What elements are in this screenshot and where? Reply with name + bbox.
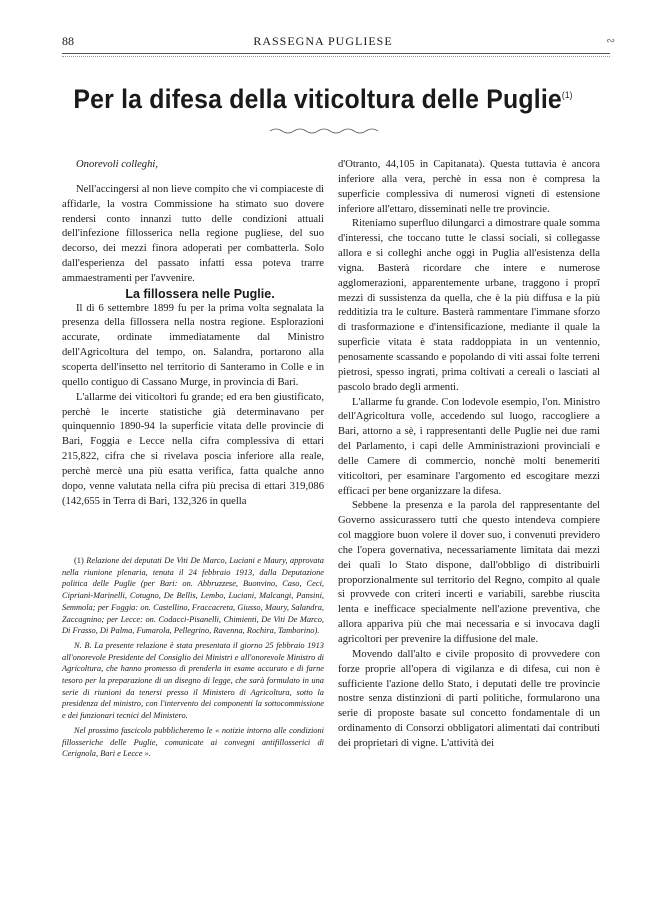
body-paragraph: L'allarme fu grande. Con lodevole esempio, l'on. Ministro dell'Agricoltura volle, accedendo sul luogo, raccogliere a Bari, attorno a sè, i rappresentanti delle Puglie nei due rami del Parlamento, i capi delle Amministrazioni provinciali e delle Camere di commercio, nonchè molti benemeriti viticoltori, per esaminare l'argomento ed escogitare mezzi efficaci per bene organizzare la difesa. xyxy=(338,396,600,497)
header-rule xyxy=(62,53,610,54)
section-heading: La fillossera nelle Puglie. xyxy=(125,286,275,301)
footnote-1-text: Relazione dei deputati De Viti De Marco, Luciani e Maury, approvata nella riunione plenaria, tenuta il 24 febbraio 1913, dalla Deputazione politica delle Puglie (per Bari: on. Abbruzzese, Buonvino, Caso, Ceci, Cipriani-Marinelli, Cotugno, De Bellis, Lembo, Luciani, Malcangi, Pansini, Semmola; per Foggia: on. Castellino, Fraccacreta, Giusso, Maury, Salandra, Zaccagnino; per Lecce: on. Codacci-Pisanelli, Chimienti, De Viti De Marco, Di Frasso, Di Palma, Fumarola, Pellegrino, Ravenna, Rochira, Tamborino). xyxy=(62,556,324,636)
body-paragraph: Sebbene la presenza e la parola del rappresentante del Governo assicurassero tutti che questo intendeva compiere col maggiore buon volere il dover suo, i convenuti previdero che l'opera governativa, necessariamente limitata dai mezzi dei quali lo Stato dispone, dall'obbligo di distribuirli proporzionalmente sul territorio del Regno, compito al quale si provvede con criteri incerti e variabili, sarebbe riuscita lenta e inefficace specialmente nell'azione preventiva, che allora appariva più che mai necessaria e si invocava dagli agricoltori per prevenire la diffusione del male. xyxy=(338,500,600,645)
footnote-nb: N. B. La presente relazione è stata presentata il giorno 25 febbraio 1913 all'onorevole Presidente del Consiglio dei Ministri e all'onorevole Ministro di Agricoltura, che hanno promesso di prenderla in esame accurato e di farne tesoro per la preparazione di un disegno di legge, che sarà formulato in una serie di riunioni da tenersi presso il Ministero di Agricoltura, sotto la presidenza del ministro, con l'intervento dei componenti la sottocommissione e dei funzionari tecnici del Ministero. xyxy=(62,640,324,721)
left-column xyxy=(62,158,324,509)
body-paragraph: L'allarme dei viticoltori fu grande; ed era ben giustificato, perchè le incerte statistiche già determinavano per quinquennio 1890-94 la superficie vitata delle provincie di Bari, Foggia e Lecce nella cifra complessiva di ettari 215,822, cifra che si rivelava poscia inferiore alla reale, perchè mercè una più esatta verifica, fatta qualche anno dopo, venne valutata nella cifra più precisa di ettari 319,086 (142,655 in Terra di Bari, 132,326 in quella xyxy=(62,391,324,507)
edge-mark: ∾ xyxy=(606,35,616,47)
right-column xyxy=(338,158,600,752)
running-title: RASSEGNA PUGLIESE xyxy=(253,34,393,48)
salutation: Onorevoli colleghi, xyxy=(76,159,158,170)
article-title xyxy=(26,84,620,115)
body-paragraph: Il dì 6 settembre 1899 fu per la prima volta segnalata la presenza della fillossera nella nostra regione. Esplorazioni accurate, ordinate immediatamente dal Ministro dell'Agricoltura del tempo, on. Salandra, portarono alla scoperta dell'insetto nel territorio di Santeramo in Colle e in quello contiguo di Cassano Murge, in provincia di Bari. xyxy=(62,302,324,388)
intro-paragraph: Nell'accingersi al non lieve compito che vi compiaceste di affidarle, la vostra Commissione ha stimato suo dovere rendersi conto innanzi tutto delle condizioni attuali dell'infezione fillosserica nella regione pugliese, del suo decorso, dei mezzi finora adoperati per combatterla. Solo dall'esperienza del passato infatti essa poteva trarre ammaestramenti per l'avvenire. xyxy=(62,183,324,284)
footnote-1 xyxy=(62,555,324,637)
body-paragraph: Riteniamo superfluo dilungarci a dimostrare quale somma d'interessi, che toccano tutte le classi sociali, si collegasse allora e si colleghi anche oggi in Puglia all'esistenza della vigna. Basterà ricordare che intere e numerose agglomerazioni, apparentemente urbane, traggono i proprî mezzi di sussistenza da quella, che è la più diffusa e la più redditizia tra le culture. Basterà rammentare l'immane sforzo di trasformazione e d'intensificazione, mediante il quale la superficie vitata è stata raddoppiata in un ventennio, penosamente scassando e popolando di viti assai folte terreni pietrosi, spesso ingrati, prima coltivati a cereali o lasciati al pascolo brado degli armenti. xyxy=(338,218,600,393)
body-paragraph: Movendo dall'alto e civile proposito di provvedere con forze proprie all'opera di vigilanza e di difesa, cui non è sufficiente l'azione dello Stato, i deputati delle tre provincie nostre senza distinzioni di parti politiche, formularono una serie di proposte basate sul concetto fondamentale di un ordinamento di Consorzi obbligatori alimentati dai contributi dei proprietari di vigne. L'attività dei xyxy=(338,648,600,749)
title-footnote-ref: (1) xyxy=(561,90,573,100)
header-rule-dotted xyxy=(62,56,610,57)
page-number: 88 xyxy=(62,34,74,48)
footnotes xyxy=(62,555,324,763)
title-ornament xyxy=(268,126,378,136)
article-title-text: Per la difesa della viticoltura delle Puglie xyxy=(73,84,562,114)
footnote-1-label: (1) xyxy=(74,556,84,565)
body-paragraph: d'Otranto, 44,105 in Capitanata). Questa tuttavia è ancora inferiore alla vera, perchè in essa non è compresa la superficie complessiva di numerosi vigneti di estensione inferiore all'ettaro, disseminati nelle tre provincie. xyxy=(338,159,600,215)
footnote-next-issue: Nel prossimo fascicolo pubblicheremo le « notizie intorno alle condizioni fillosseriche delle Puglie, comunicate ai convegni antifillosserici di Cerignola, Bari e Lecce ». xyxy=(62,725,324,759)
